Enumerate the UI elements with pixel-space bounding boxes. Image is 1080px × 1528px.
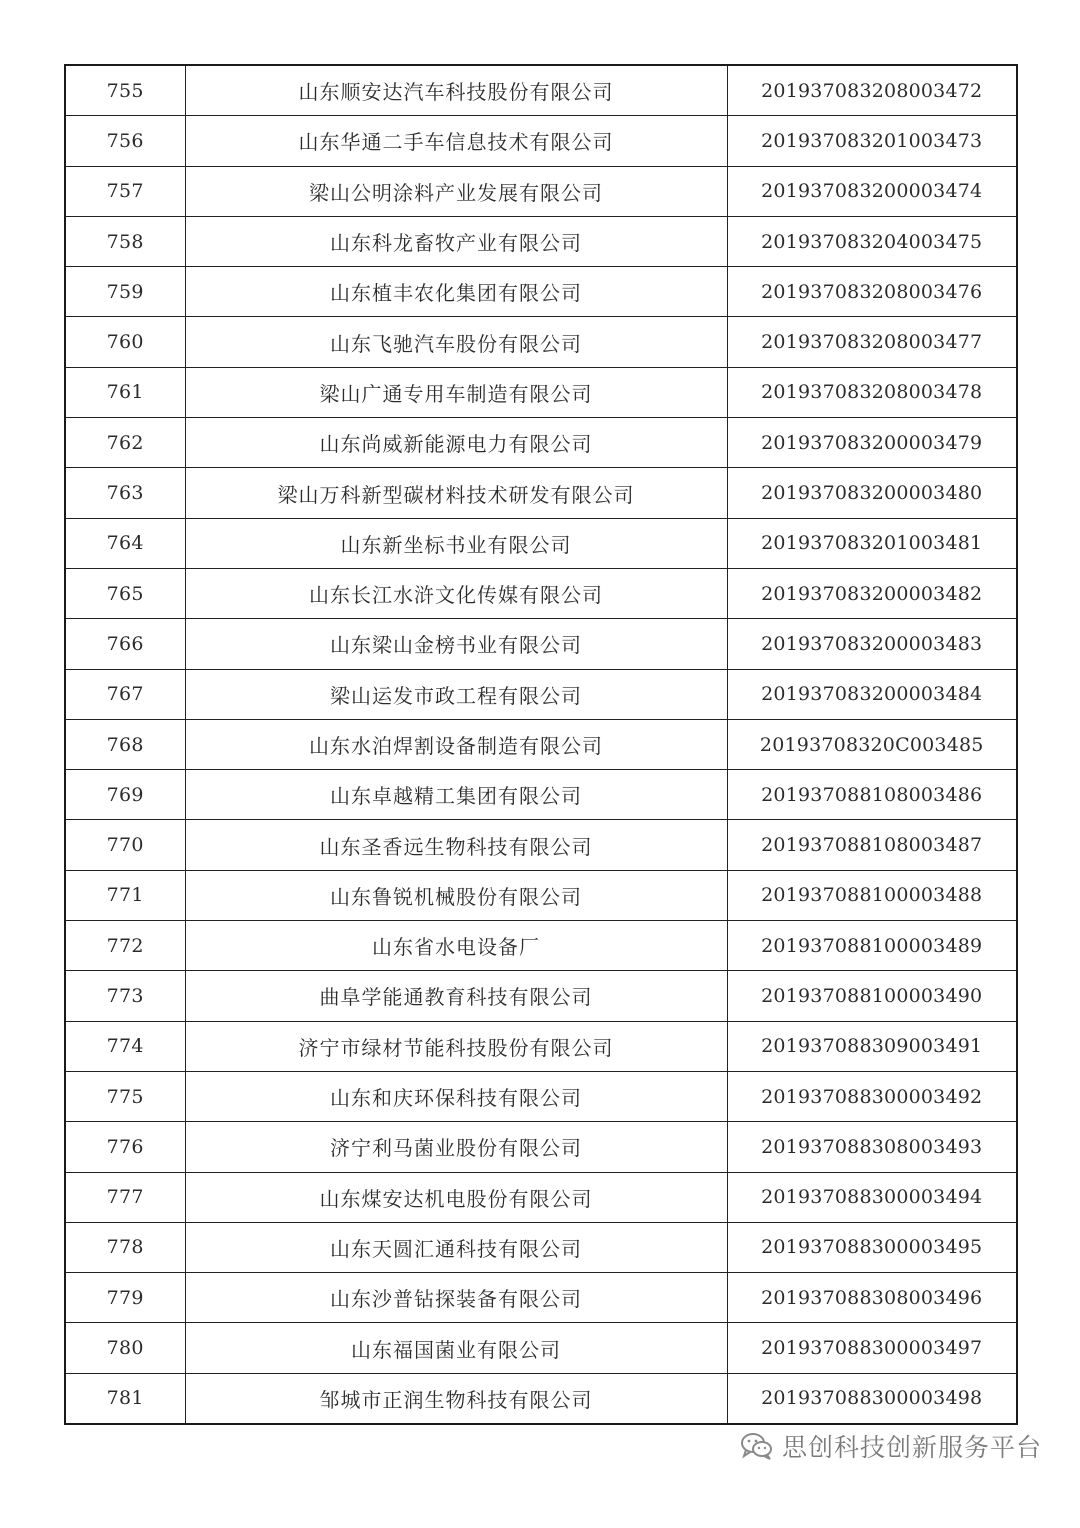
table-row xyxy=(65,1323,1017,1373)
company-name-cell: 山东鲁锐机械股份有限公司 xyxy=(185,870,727,920)
company-name-cell: 山东水泊焊割设备制造有限公司 xyxy=(185,719,727,769)
row-number-cell: 777 xyxy=(65,1172,185,1222)
registration-code-cell: 201937083208003478 xyxy=(727,367,1017,417)
table-row xyxy=(65,820,1017,870)
registration-code-cell: 201937088100003488 xyxy=(727,870,1017,920)
table-row xyxy=(65,1021,1017,1071)
company-name-cell: 山东梁山金榜书业有限公司 xyxy=(185,619,727,669)
row-number-cell: 774 xyxy=(65,1021,185,1071)
registration-code-cell: 201937088300003497 xyxy=(727,1323,1017,1373)
row-number-cell: 768 xyxy=(65,719,185,769)
registration-code-cell: 201937083208003476 xyxy=(727,267,1017,317)
company-name-cell: 山东卓越精工集团有限公司 xyxy=(185,770,727,820)
company-name-cell: 邹城市正润生物科技有限公司 xyxy=(185,1373,727,1424)
company-name-cell: 山东顺安达汽车科技股份有限公司 xyxy=(185,65,727,116)
registration-code-cell: 201937088108003486 xyxy=(727,770,1017,820)
table-row xyxy=(65,267,1017,317)
registration-code-cell: 201937083200003484 xyxy=(727,669,1017,719)
row-number-cell: 770 xyxy=(65,820,185,870)
company-name-cell: 山东煤安达机电股份有限公司 xyxy=(185,1172,727,1222)
row-number-cell: 762 xyxy=(65,418,185,468)
registration-code-cell: 201937083201003481 xyxy=(727,518,1017,568)
registration-code-cell: 201937088300003495 xyxy=(727,1222,1017,1272)
company-name-cell: 梁山万科新型碳材料技术研发有限公司 xyxy=(185,468,727,518)
registration-code-cell: 201937083200003480 xyxy=(727,468,1017,518)
wechat-icon xyxy=(740,1431,774,1461)
table-row xyxy=(65,971,1017,1021)
registration-code-cell: 201937088100003489 xyxy=(727,921,1017,971)
table-row xyxy=(65,719,1017,769)
company-name-cell: 曲阜学能通教育科技有限公司 xyxy=(185,971,727,1021)
company-name-cell: 山东圣香远生物科技有限公司 xyxy=(185,820,727,870)
row-number-cell: 772 xyxy=(65,921,185,971)
row-number-cell: 756 xyxy=(65,116,185,166)
row-number-cell: 757 xyxy=(65,166,185,216)
row-number-cell: 779 xyxy=(65,1273,185,1323)
table-row xyxy=(65,65,1017,116)
table-row xyxy=(65,1273,1017,1323)
registration-code-cell: 201937083200003482 xyxy=(727,568,1017,618)
row-number-cell: 763 xyxy=(65,468,185,518)
table-row xyxy=(65,468,1017,518)
registration-code-cell: 201937083204003475 xyxy=(727,216,1017,266)
company-name-cell: 山东长江水浒文化传媒有限公司 xyxy=(185,568,727,618)
table-row xyxy=(65,1071,1017,1121)
table-row xyxy=(65,1222,1017,1272)
row-number-cell: 764 xyxy=(65,518,185,568)
registration-code-cell: 201937083201003473 xyxy=(727,116,1017,166)
row-number-cell: 778 xyxy=(65,1222,185,1272)
registration-code-cell: 201937088308003493 xyxy=(727,1122,1017,1172)
company-name-cell: 山东新坐标书业有限公司 xyxy=(185,518,727,568)
registration-code-cell: 201937083200003483 xyxy=(727,619,1017,669)
table-row xyxy=(65,418,1017,468)
row-number-cell: 765 xyxy=(65,568,185,618)
company-name-cell: 梁山广通专用车制造有限公司 xyxy=(185,367,727,417)
registration-code-cell: 20193708320C003485 xyxy=(727,719,1017,769)
row-number-cell: 758 xyxy=(65,216,185,266)
watermark-text: 思创科技创新服务平台 xyxy=(781,1433,1042,1462)
table-row xyxy=(65,116,1017,166)
table-row xyxy=(65,669,1017,719)
company-name-cell: 山东植丰农化集团有限公司 xyxy=(185,267,727,317)
registration-code-cell: 201937083200003479 xyxy=(727,418,1017,468)
table-row xyxy=(65,367,1017,417)
company-name-cell: 梁山公明涂料产业发展有限公司 xyxy=(185,166,727,216)
registration-code-cell: 201937088300003494 xyxy=(727,1172,1017,1222)
registration-code-cell: 201937088100003490 xyxy=(727,971,1017,1021)
company-name-cell: 山东科龙畜牧产业有限公司 xyxy=(185,216,727,266)
table-row xyxy=(65,1122,1017,1172)
table-row xyxy=(65,870,1017,920)
row-number-cell: 780 xyxy=(65,1323,185,1373)
company-table-body xyxy=(65,65,1017,1424)
registration-code-cell: 201937083208003472 xyxy=(727,65,1017,116)
table-row xyxy=(65,568,1017,618)
table-row xyxy=(65,518,1017,568)
company-name-cell: 山东福国菌业有限公司 xyxy=(185,1323,727,1373)
table-row xyxy=(65,216,1017,266)
row-number-cell: 759 xyxy=(65,267,185,317)
company-name-cell: 山东飞驰汽车股份有限公司 xyxy=(185,317,727,367)
company-name-cell: 山东和庆环保科技有限公司 xyxy=(185,1071,727,1121)
row-number-cell: 761 xyxy=(65,367,185,417)
company-name-cell: 山东省水电设备厂 xyxy=(185,921,727,971)
row-number-cell: 773 xyxy=(65,971,185,1021)
company-name-cell: 山东沙普钻探装备有限公司 xyxy=(185,1273,727,1323)
table-row xyxy=(65,1172,1017,1222)
registration-code-cell: 201937083200003474 xyxy=(727,166,1017,216)
table-row xyxy=(65,619,1017,669)
row-number-cell: 755 xyxy=(65,65,185,116)
registration-code-cell: 201937088300003498 xyxy=(727,1373,1017,1424)
row-number-cell: 767 xyxy=(65,669,185,719)
company-name-cell: 济宁利马菌业股份有限公司 xyxy=(185,1122,727,1172)
company-name-cell: 山东尚威新能源电力有限公司 xyxy=(185,418,727,468)
table-row xyxy=(65,1373,1017,1424)
registration-code-cell: 201937088309003491 xyxy=(727,1021,1017,1071)
row-number-cell: 771 xyxy=(65,870,185,920)
table-row xyxy=(65,317,1017,367)
company-table xyxy=(64,64,1018,1425)
row-number-cell: 775 xyxy=(65,1071,185,1121)
row-number-cell: 766 xyxy=(65,619,185,669)
row-number-cell: 760 xyxy=(65,317,185,367)
table-row xyxy=(65,770,1017,820)
company-name-cell: 梁山运发市政工程有限公司 xyxy=(185,669,727,719)
watermark xyxy=(740,1428,1042,1464)
registration-code-cell: 201937083208003477 xyxy=(727,317,1017,367)
registration-code-cell: 201937088108003487 xyxy=(727,820,1017,870)
company-table-container xyxy=(64,64,1016,1425)
registration-code-cell: 201937088308003496 xyxy=(727,1273,1017,1323)
company-name-cell: 山东天圆汇通科技有限公司 xyxy=(185,1222,727,1272)
registration-code-cell: 201937088300003492 xyxy=(727,1071,1017,1121)
row-number-cell: 781 xyxy=(65,1373,185,1424)
row-number-cell: 769 xyxy=(65,770,185,820)
row-number-cell: 776 xyxy=(65,1122,185,1172)
table-row xyxy=(65,921,1017,971)
company-name-cell: 山东华通二手车信息技术有限公司 xyxy=(185,116,727,166)
company-name-cell: 济宁市绿材节能科技股份有限公司 xyxy=(185,1021,727,1071)
table-row xyxy=(65,166,1017,216)
